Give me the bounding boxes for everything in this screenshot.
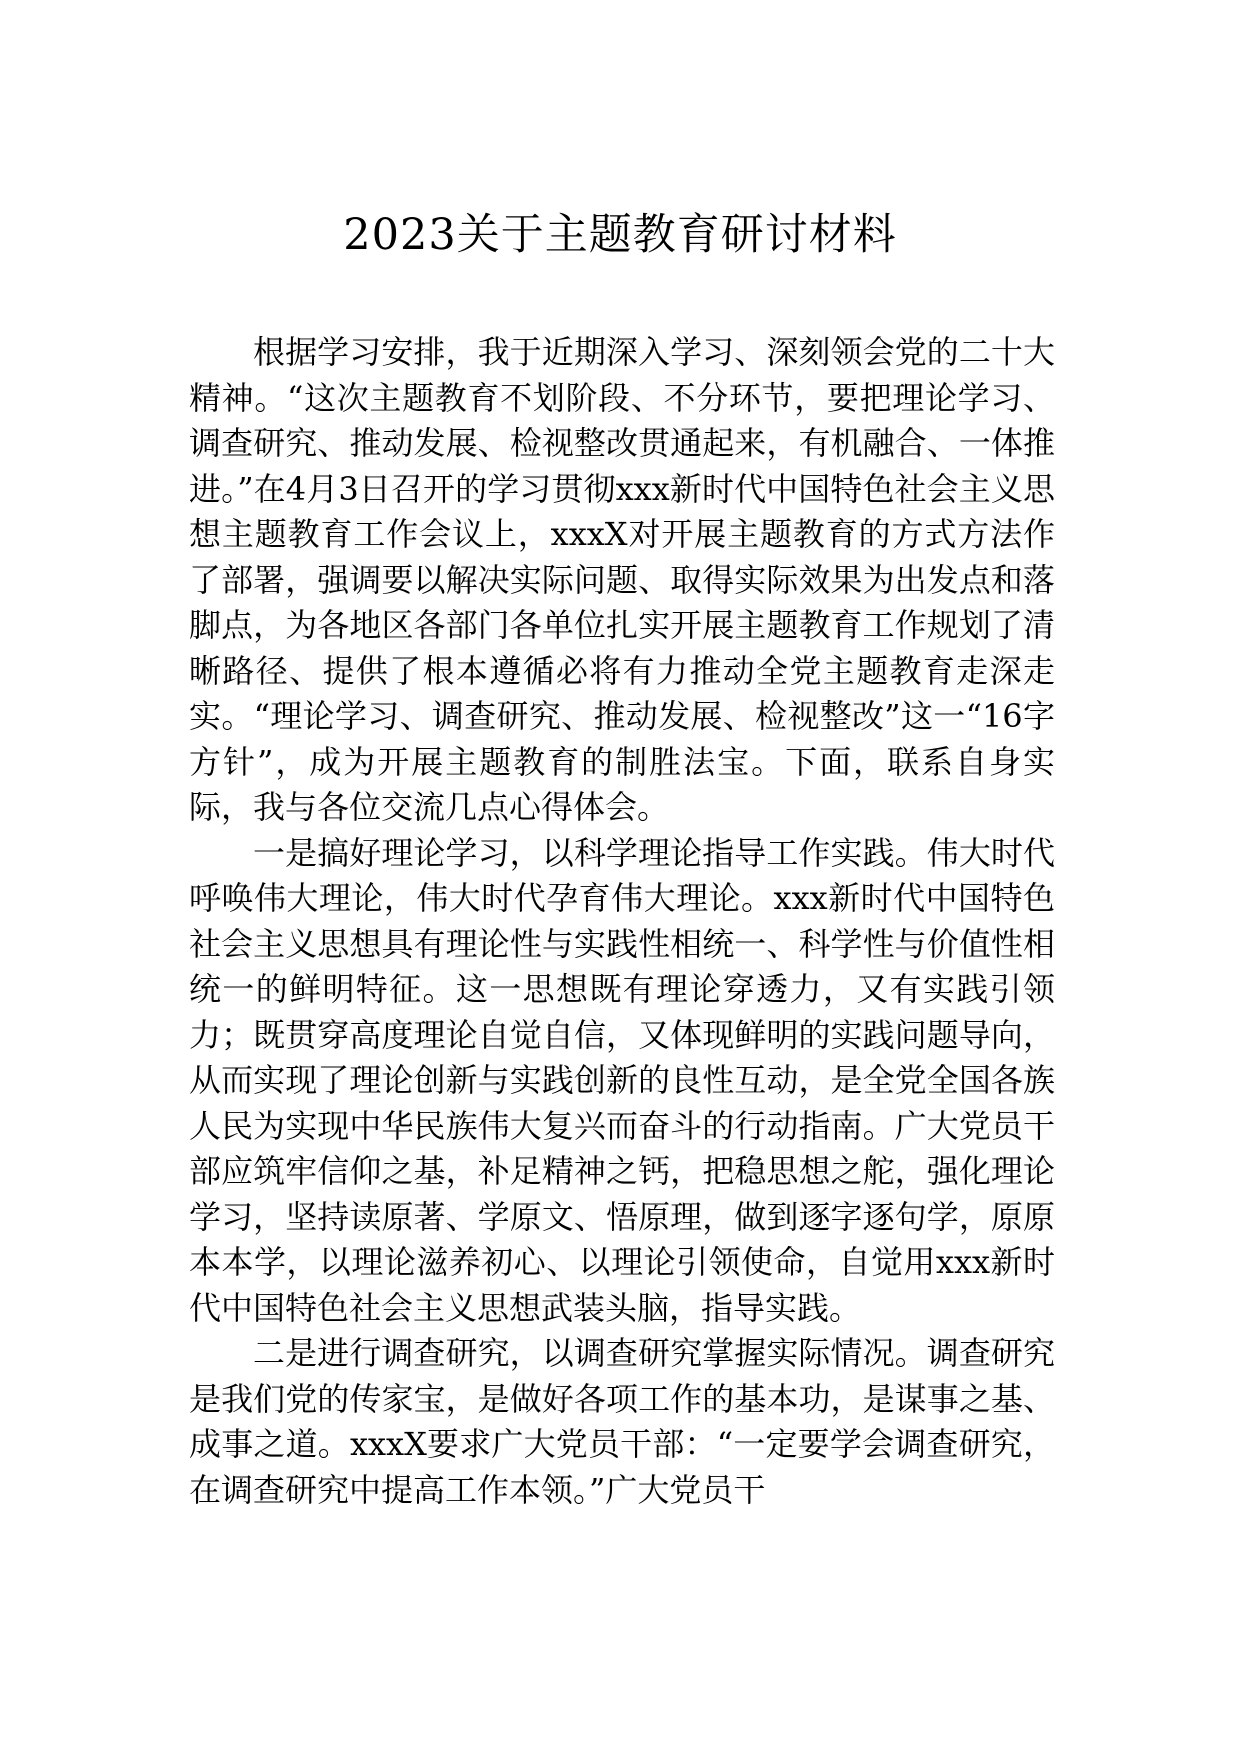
document-body bbox=[189, 330, 1055, 1513]
document-title: 2023关于主题教育研讨材料 bbox=[343, 210, 897, 260]
paragraph-investigation: 二是进行调查研究，以调查研究掌握实际情况。调查研究是我们党的传家宝，是做好各项工作的基本功，是谋事之基、成事之道。xxxX要求广大党员干部：“一定要学会调查研究，在调查研究中提高工作本领。”广大党员干 bbox=[189, 1334, 1055, 1509]
paragraph-theory-study: 一是搞好理论学习，以科学理论指导工作实践。伟大时代呼唤伟大理论，伟大时代孕育伟大理论。xxx新时代中国特色社会主义思想具有理论性与实践性相统一、科学性与价值性相统一的鲜明特征。这一思想既有理论穿透力，又有实践引领力；既贯穿高度理论自觉自信，又体现鲜明的实践问题导向，从而实现了理论创新与实践创新的良性互动，是全党全国各族人民为实现中华民族伟大复兴而奋斗的行动指南。广大党员干部应筑牢信仰之基，补足精神之钙，把稳思想之舵，强化理论学习，坚持读原著、学原文、悟原理，做到逐字逐句学，原原本本学，以理论滋养初心、以理论引领使命，自觉用xxx新时代中国特色社会主义思想武装头脑，指导实践。 bbox=[189, 833, 1055, 1327]
paragraph-intro: 根据学习安排，我于近期深入学习、深刻领会党的二十大精神。“这次主题教育不划阶段、不分环节，要把理论学习、调查研究、推动发展、检视整改贯通起来，有机融合、一体推进。”在4月3日召开的学习贯彻xxx新时代中国特色社会主义思想主题教育工作会议上，xxxX对开展主题教育的方式方法作了部署，强调要以解决实际问题、取得实际效果为出发点和落脚点，为各地区各部门各单位扎实开展主题教育工作规划了清晰路径、提供了根本遵循必将有力推动全党主题教育走深走实。“理论学习、调查研究、推动发展、检视整改”这一“16字方针”，成为开展主题教育的制胜法宝。下面，联系自身实际，我与各位交流几点心得体会。 bbox=[189, 333, 1055, 826]
